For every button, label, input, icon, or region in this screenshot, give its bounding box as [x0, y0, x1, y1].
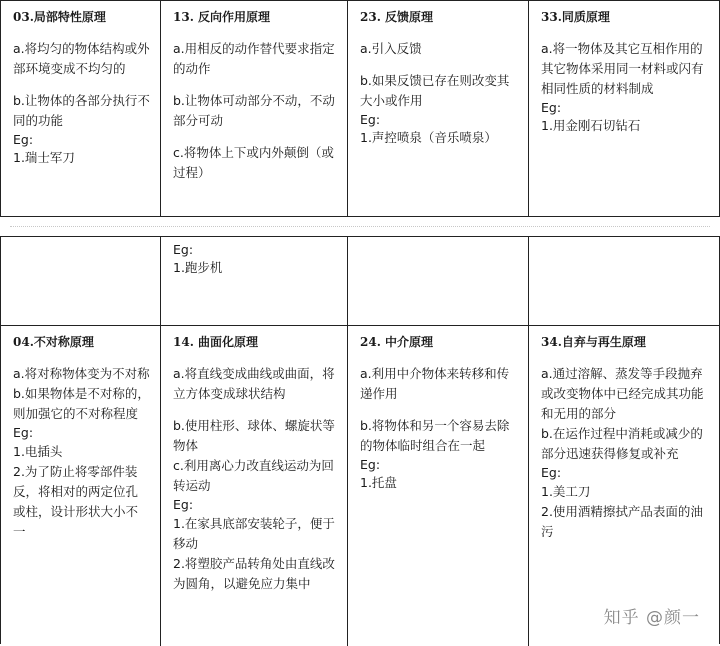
example-item: 1.瑞士军刀 — [13, 150, 75, 165]
example-label: Eg: — [173, 242, 194, 257]
principle-point-a: a.将对称物体变为不对称 — [13, 366, 150, 381]
carry-cell-empty — [1, 237, 161, 325]
principle-point-b: b.使用柱形、球体、螺旋状等物体 — [173, 418, 335, 453]
example-item: 1.在家具底部安装轮子，便于移动 — [173, 516, 335, 551]
principle-point-b: b.在运作过程中消耗或减少的部分迅速获得修复或补充 — [541, 426, 703, 461]
carry-cell-empty — [348, 237, 529, 325]
cell-principle-04 — [1, 326, 161, 646]
principle-point-b: b.如果反馈已存在则改变其大小或作用 — [360, 73, 510, 108]
principle-point-a: a.将直线变成曲线或曲面，将立方体变成球状结构 — [173, 366, 335, 401]
example-item: 2.将塑胶产品转角处由直线改为圆角，以避免应力集中 — [173, 556, 335, 591]
example-label: Eg: — [541, 465, 562, 480]
example-item: 1.托盘 — [360, 475, 397, 490]
cell-principle-14 — [161, 326, 348, 646]
example-label: Eg: — [360, 457, 381, 472]
example-item: 1.电插头 — [13, 444, 63, 459]
page-break-line — [10, 226, 710, 227]
example-item: 1.声控喷泉（音乐喷泉） — [360, 130, 497, 145]
cell-principle-23 — [348, 1, 529, 216]
principle-point-b: b.让物体的各部分执行不同的功能 — [13, 93, 150, 128]
example-label: Eg: — [13, 132, 34, 147]
principle-point-a: a.引入反馈 — [360, 41, 422, 56]
cell-principle-03 — [1, 1, 161, 216]
cell-principle-24 — [348, 326, 529, 646]
example-item: 1.美工刀 — [541, 484, 591, 499]
principles-table-bottom — [0, 236, 720, 644]
principle-point-a: a.利用中介物体来转移和传递作用 — [360, 366, 510, 401]
carry-cell-empty — [529, 237, 719, 325]
principle-title: 13. 反向作用原理 — [173, 10, 271, 24]
principle-title: 24. 中介原理 — [360, 335, 434, 349]
principle-point-a: a.通过溶解、蒸发等手段抛弃或改变物体中已经完成其功能和无用的部分 — [541, 366, 704, 421]
principle-point-c: c.利用离心力改直线运动为回转运动 — [173, 458, 334, 493]
example-item: 1.用金刚石切钻石 — [541, 118, 641, 133]
principle-point-b: b.如果物体是不对称的，则加强它的不对称程度 — [13, 386, 150, 421]
principle-point-a: a.将一物体及其它互相作用的其它物体采用同一材料或闪有相同性质的材料制成 — [541, 41, 704, 96]
example-item: 1.跑步机 — [173, 260, 223, 275]
principle-point-b: b.将物体和另一个容易去除的物体临时组合在一起 — [360, 418, 510, 453]
principle-point-a: a.用相反的动作替代要求指定的动作 — [173, 41, 335, 76]
principle-title: 34.自弃与再生原理 — [541, 335, 646, 349]
principle-point-b: b.让物体可动部分不动，不动部分可动 — [173, 93, 335, 128]
principle-title: 03.局部特性原理 — [13, 10, 106, 24]
example-label: Eg: — [173, 497, 194, 512]
carry-cell-principle-13 — [161, 237, 348, 325]
principle-title: 14. 曲面化原理 — [173, 335, 259, 349]
example-label: Eg: — [541, 100, 562, 115]
example-label: Eg: — [13, 425, 34, 440]
example-item: 2.为了防止将零部件装反，将相对的两定位孔或柱，设计形状大小不一 — [13, 464, 139, 539]
principle-title: 33.同质原理 — [541, 10, 610, 24]
principle-title: 23. 反馈原理 — [360, 10, 434, 24]
example-label: Eg: — [360, 112, 381, 127]
cell-principle-34 — [529, 326, 719, 646]
page-break — [0, 217, 720, 236]
principle-point-a: a.将均匀的物体结构或外部环境变成不均匀的 — [13, 41, 150, 76]
cell-principle-33 — [529, 1, 719, 216]
example-item: 2.使用酒精擦拭产品表面的油污 — [541, 504, 703, 539]
zhihu-watermark: 知乎 @颜一 — [598, 601, 706, 630]
principle-title: 04.不对称原理 — [13, 335, 94, 349]
principle-point-c: c.将物体上下或内外颠倒（或过程） — [173, 145, 334, 180]
cell-principle-13 — [161, 1, 348, 216]
principles-table-top — [0, 0, 720, 217]
